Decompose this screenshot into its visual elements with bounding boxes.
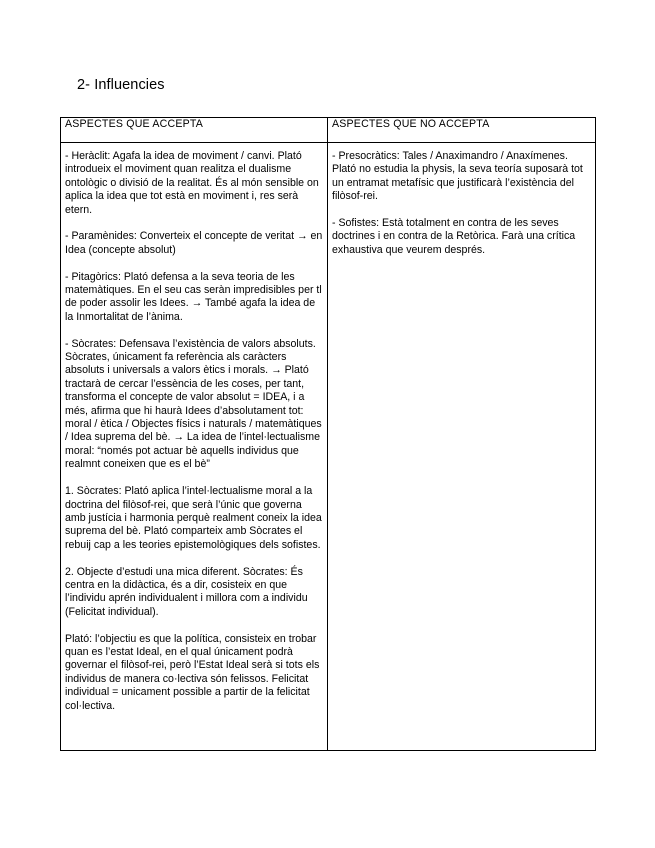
paragraph-pitagorics: - Pitagòrics: Plató defensa a la seva teoria de les matemàtiques. En el seu cas seràn impredisibles per tl de poder assolir les Idees. → També agafa la idea de la Inmortalitat de l’ànima. [65,270,322,323]
paragraph-plato: Plató: l’objectiu es que la política, consisteix en trobar quan es l’estat Ideal, en el qual únicament podrà governar el filòsof-rei, però l’Estat Ideal serà si tots els individus de manera co·lectiva són felissos. Felicitat individual = unicament possible a partir de la felicitat col·lectiva. [65,632,320,712]
table-body-row [61,143,596,751]
paragraph-sofistes: - Sofistes: Està totalment en contra de les seves doctrines i en contra de la Retòrica. Farà una crítica exhaustiva que veurem després. [332,217,576,256]
no-accepta-cell [328,143,596,751]
influences-table [60,117,596,751]
table-header-row [61,118,596,143]
paragraph-parmenides: - Paramènides: Converteix el concepte de veritat → en Idea (concepte absolut) [65,230,323,256]
header-no-accepta: ASPECTES QUE NO ACCEPTA [328,118,596,143]
section-title: 2- Influencies [77,77,165,93]
paragraph-heraclit: - Heràclit: Agafa la idea de moviment / canvi. Plató introdueix el moviment quan realitza el dualisme ontològic o divisió de la realitat. És al món sensible on aplica la idea que tot està en moviment i, res serà etern. [65,150,319,216]
header-accepta: ASPECTES QUE ACCEPTA [61,118,328,143]
paragraph-presocratics: - Presocràtics: Tales / Anaximandro / Anaxímenes. Plató no estudia la physis, la seva teoría suposarà tot un entramat metafísic que justificarà l’existència del filòsof-rei. [332,150,583,203]
paragraph-point-2: 2. Objecte d’estudi una mica diferent. Sòcrates: És centra en la didàctica, és a dir, cosisteix en que l’individu aprén individualent i millora com a individu (Felicitat individual). [65,565,308,618]
paragraph-socrates: - Sòcrates: Defensava l’existència de valors absoluts. Sòcrates, únicament fa referència als caràcters absoluts i universals a valors ètics i morals. → Plató tractarà de cercar l’essència de les coses, per tant, transforma el concepte de valor absolut = IDEA, i a més, afirma que hi haurà Idees d’absolutament tot: moral / ètica / Objectes físics i naturals / matemàtiques / Idea suprema del bè. → La idea de l’intel·lectualisme moral: “només pot actuar bè aquells individus que realmnt coneixen que es el bè” [65,337,322,471]
paragraph-point-1: 1. Sòcrates: Plató aplica l’intel·lectualisme moral a la doctrina del filòsof-rei, que serà l’únic que governa amb justícia i harmonia perquè realment coneix la idea suprema del bè. Plató comparteix amb Sòcrates el rebuij cap a les teories epistemològiques dels sofistes. [65,485,322,551]
accepta-cell [61,143,328,751]
